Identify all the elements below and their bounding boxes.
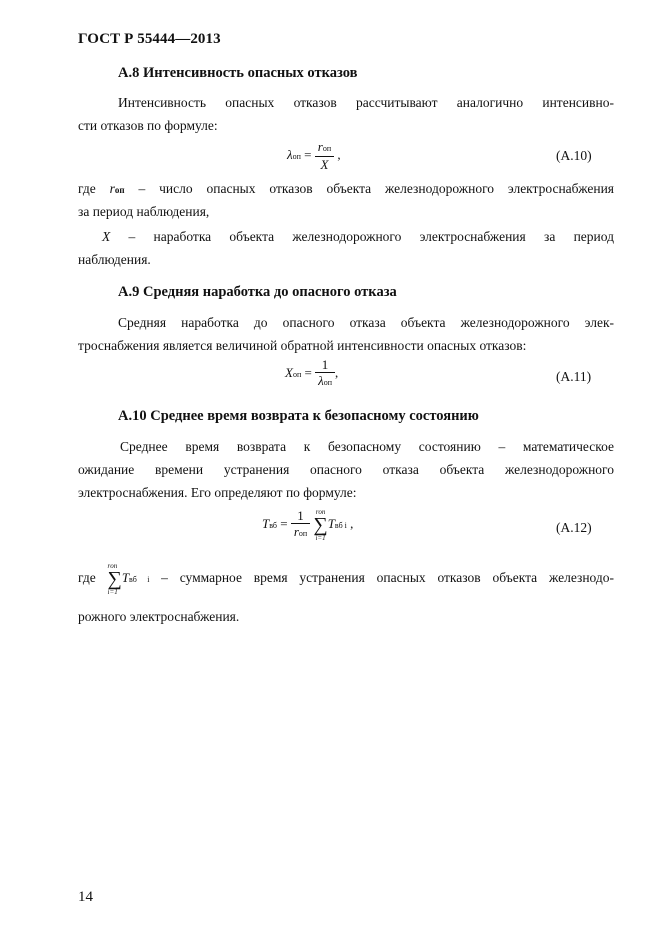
- formula-a10: [287, 140, 341, 172]
- equation-number-a11: (А.11): [556, 369, 592, 384]
- formula-a12-denominator: r: [293, 524, 299, 539]
- formula-a12-sum-top-sub: оп: [318, 508, 326, 516]
- formula-a12-comma: ,: [346, 515, 354, 531]
- where-sum-top-sub: оп: [110, 562, 118, 570]
- formula-a11-x-sub: оп: [292, 369, 302, 379]
- section-a8-where-line2: за период наблюдения,: [78, 204, 210, 219]
- where-var-r: r: [109, 181, 115, 196]
- formula-a10-lambda-sub: оп: [292, 151, 301, 161]
- formula-a12-equals: =: [280, 515, 288, 531]
- section-a8-where-line1: [78, 177, 614, 203]
- section-a10-where-line1: [78, 562, 614, 596]
- where-sum-expression: [107, 562, 162, 596]
- formula-a11-comma: ,: [335, 364, 339, 380]
- formula-a10-denominator: X: [320, 157, 329, 172]
- section-a10-para-line2: ожидание времени устранения опасного отказа объекта железнодорожного: [78, 462, 614, 477]
- where-sum-description: – суммарное время устранения опасных отказов объекта железнодо-: [161, 569, 615, 585]
- document-header: ГОСТ Р 55444—2013: [78, 31, 221, 47]
- section-a10-para-line3: электроснабжения. Его определяют по формуле:: [78, 485, 357, 500]
- where-r-description: – число опасных отказов объекта железнодорожного электроснабжения: [138, 181, 615, 196]
- formula-a12-t: T: [262, 515, 270, 531]
- where-var-x: X: [102, 229, 111, 244]
- formula-a11-denominator-sub: оп: [323, 378, 332, 387]
- formula-a12-numerator: 1: [291, 509, 310, 524]
- section-a9-title: А.9 Средняя наработка до опасного отказа: [118, 284, 397, 300]
- formula-a10-fraction: [315, 140, 334, 172]
- formula-a11-equals: =: [304, 364, 312, 380]
- where-var-r-sub: оп: [114, 185, 125, 195]
- formula-a12-sigma: ∑: [313, 514, 328, 536]
- formula-a11-x: X: [285, 364, 293, 380]
- section-a10-where-line2: рожного электроснабжения.: [78, 609, 240, 624]
- formula-a10-equals: =: [304, 146, 312, 162]
- formula-a12-denominator-sub: оп: [298, 529, 308, 538]
- section-a9-para-line1: Средняя наработка до опасного отказа объекта железнодорожного элек-: [118, 315, 614, 330]
- section-a10-title: А.10 Среднее время возврата к безопасному состоянию: [118, 408, 479, 424]
- section-a8-para-line1: Интенсивность опасных отказов рассчитывают аналогично интенсивно-: [118, 95, 614, 110]
- formula-a10-numerator-sub: оп: [322, 144, 332, 153]
- formula-a10-numerator: r: [317, 139, 323, 154]
- formula-a12-fraction: [291, 509, 310, 541]
- equation-number-a10: (А.10): [556, 148, 592, 163]
- section-a9-para-line2: троснабжения является величиной обратной интенсивности опасных отказов:: [78, 338, 527, 353]
- formula-a12-sum: [313, 508, 327, 542]
- formula-a10-lambda: λ: [287, 146, 293, 162]
- where-word: где: [78, 181, 96, 196]
- formula-a11-fraction: [315, 358, 335, 390]
- section-a8-title: А.8 Интенсивность опасных отказов: [118, 65, 358, 81]
- where-sum: [108, 562, 122, 596]
- where-x-description: – наработка объекта железнодорожного электроснабжения за период: [128, 229, 614, 244]
- where-sum-t-sub: вб i: [129, 574, 150, 584]
- section-a8-where-line4: наблюдения.: [78, 252, 151, 267]
- formula-a12-sum-top: r: [315, 508, 319, 516]
- where-sum-top: r: [107, 562, 111, 570]
- where-sum-t: T: [121, 569, 130, 585]
- page-number: 14: [78, 889, 93, 905]
- formula-a11-numerator: 1: [315, 358, 335, 373]
- formula-a12: [262, 508, 353, 542]
- where-sum-bottom: i=1: [107, 588, 118, 596]
- formula-a12-sum-bottom: i=1: [315, 534, 326, 542]
- equation-number-a12: (А.12): [556, 520, 592, 535]
- section-a8-where-line3: [78, 225, 614, 249]
- formula-a11: [285, 358, 338, 390]
- formula-a10-comma: ,: [334, 146, 341, 162]
- formula-a12-ti: T: [327, 515, 335, 531]
- formula-a12-t-sub: вб: [269, 520, 277, 530]
- section-a10-para-line1: Среднее время возврата к безопасному состоянию – математическое: [120, 439, 614, 454]
- where-sum-sigma: ∑: [107, 568, 122, 590]
- formula-a12-ti-sub: вб i: [334, 520, 347, 530]
- formula-a11-denominator: λ: [318, 373, 324, 388]
- where-word-a12: где: [78, 569, 96, 585]
- section-a8-para-line2: сти отказов по формуле:: [78, 118, 218, 133]
